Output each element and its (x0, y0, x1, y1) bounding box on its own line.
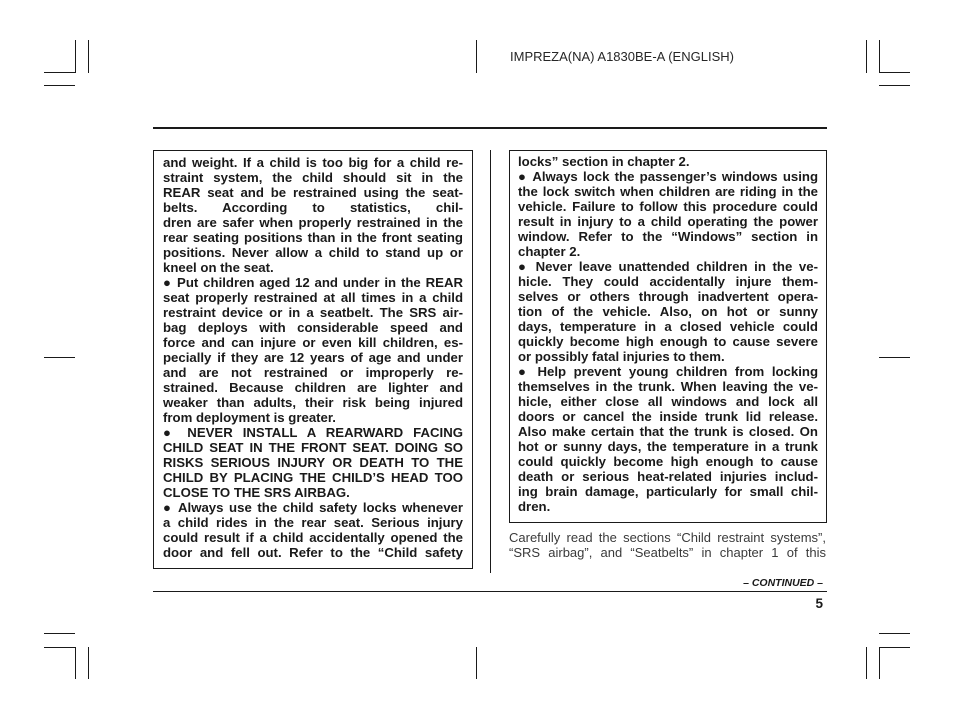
column-divider (490, 150, 491, 573)
body-text-line: Carefully read the sections “Child restraint systems”, (509, 530, 826, 545)
warning-text-line: hicle. They could accidentally injure them- (518, 273, 818, 289)
paragraph (518, 169, 818, 259)
warning-text-line: themselves in the trunk. When leaving the ve- (518, 378, 818, 394)
warning-text-line: and weight. If a child is too big for a child re- (163, 154, 463, 170)
warning-text-line: seat properly restrained at all times in a child (163, 289, 463, 305)
warning-text-line: a child rides in the rear seat. Serious injury (163, 514, 463, 530)
warning-text-line: straint system, the child should sit in the (163, 169, 463, 185)
warning-text-line: CHILD BY PLACING THE CHILD’S HEAD TOO (163, 469, 463, 485)
warning-text-line: CHILD SEAT IN THE FRONT SEAT. DOING SO (163, 439, 463, 455)
header-rule (153, 127, 827, 129)
warning-text-line: ● Always use the child safety locks whenever (163, 499, 463, 515)
warning-text-line: force and can injure or even kill children, es- (163, 334, 463, 350)
warning-text-line: RISKS SERIOUS INJURY OR DEATH TO THE (163, 454, 463, 470)
warning-text-line: positions. Never allow a child to stand up or (163, 244, 463, 260)
warning-text-line: days, temperature in a closed vehicle could (518, 318, 818, 334)
warning-text-line: or possibly fatal injuries to them. (518, 348, 725, 364)
warning-text-line: dren. (518, 498, 551, 514)
footer-rule (153, 591, 827, 592)
warning-text-line: weaker than adults, their risk being injured (163, 394, 463, 410)
body-text-line: “SRS airbag”, and “Seatbelts” in chapter 1 of this (509, 545, 826, 560)
warning-text-line: ● Put children aged 12 and under in the REAR (163, 274, 463, 290)
warning-text-line: dren are safer when properly restrained in the (163, 214, 463, 230)
warning-text-line: tion of the vehicle. Also, on hot or sunny (518, 303, 818, 319)
warning-box-left (153, 150, 473, 569)
warning-box-right (509, 150, 827, 523)
warning-text-line: ● Never leave unattended children in the ve- (518, 258, 818, 274)
paragraph (518, 364, 818, 514)
warning-text-line: selves or others through inadvertent opera- (518, 288, 818, 304)
warning-text-line: kneel on the seat. (163, 259, 274, 275)
warning-text-line: ing brain damage, particularly for small chil- (518, 483, 818, 499)
warning-text-line: strained. Because children are lighter and (163, 379, 463, 395)
warning-text-line: REAR seat and be restrained using the seat- (163, 184, 463, 200)
paragraph (518, 154, 818, 169)
warning-text-line: and are not restrained or improperly re- (163, 364, 463, 380)
warning-text-right (518, 154, 818, 514)
paragraph (509, 530, 826, 560)
warning-text-line: belts. According to statistics, chil- (163, 199, 463, 215)
warning-text-line: restraint device or in a seatbelt. The SRS air- (163, 304, 463, 320)
warning-text-line: death or serious heat-related injuries includ- (518, 468, 818, 484)
warning-text-line: could quickly become high enough to cause (518, 453, 818, 469)
warning-text-line: vehicle. Failure to follow this procedure could (518, 198, 818, 214)
document-code: IMPREZA(NA) A1830BE-A (ENGLISH) (510, 49, 734, 64)
warning-text-line: ● NEVER INSTALL A REARWARD FACING (163, 424, 463, 440)
warning-text-line: locks” section in chapter 2. (518, 153, 690, 169)
paragraph (163, 275, 463, 425)
warning-text-line: the lock switch when children are riding in the (518, 183, 818, 199)
paragraph (163, 425, 463, 500)
warning-text-line: result in injury to a child operating the power (518, 213, 818, 229)
continued-label: – CONTINUED – (743, 577, 823, 589)
warning-text-line: CLOSE TO THE SRS AIRBAG. (163, 484, 350, 500)
warning-text-left (163, 155, 463, 560)
warning-text-line: hicle, either close all windows and lock all (518, 393, 818, 409)
warning-text-line: pecially if they are 12 years of age and under (163, 349, 463, 365)
warning-text-line: Also make certain that the trunk is closed. On (518, 423, 818, 439)
warning-text-line: ● Help prevent young children from locking (518, 363, 818, 379)
paragraph (163, 500, 463, 560)
warning-text-line: ● Always lock the passenger’s windows using (518, 168, 818, 184)
warning-text-line: hot or sunny days, the temperature in a trunk (518, 438, 818, 454)
paragraph (163, 155, 463, 275)
paragraph (518, 259, 818, 364)
warning-text-line: door and fell out. Refer to the “Child safety (163, 544, 463, 560)
body-paragraph (509, 530, 826, 560)
warning-text-line: bag deploys with considerable speed and (163, 319, 463, 335)
page-number: 5 (815, 596, 823, 611)
warning-text-line: from deployment is greater. (163, 409, 336, 425)
warning-text-line: could result if a child accidentally opened the (163, 529, 463, 545)
warning-text-line: rear seating positions than in the front seating (163, 229, 463, 245)
warning-text-line: doors or cancel the inside trunk lid release. (518, 408, 818, 424)
warning-text-line: window. Refer to the “Windows” section in (518, 228, 818, 244)
warning-text-line: chapter 2. (518, 243, 581, 259)
warning-text-line: quickly become high enough to cause severe (518, 333, 818, 349)
